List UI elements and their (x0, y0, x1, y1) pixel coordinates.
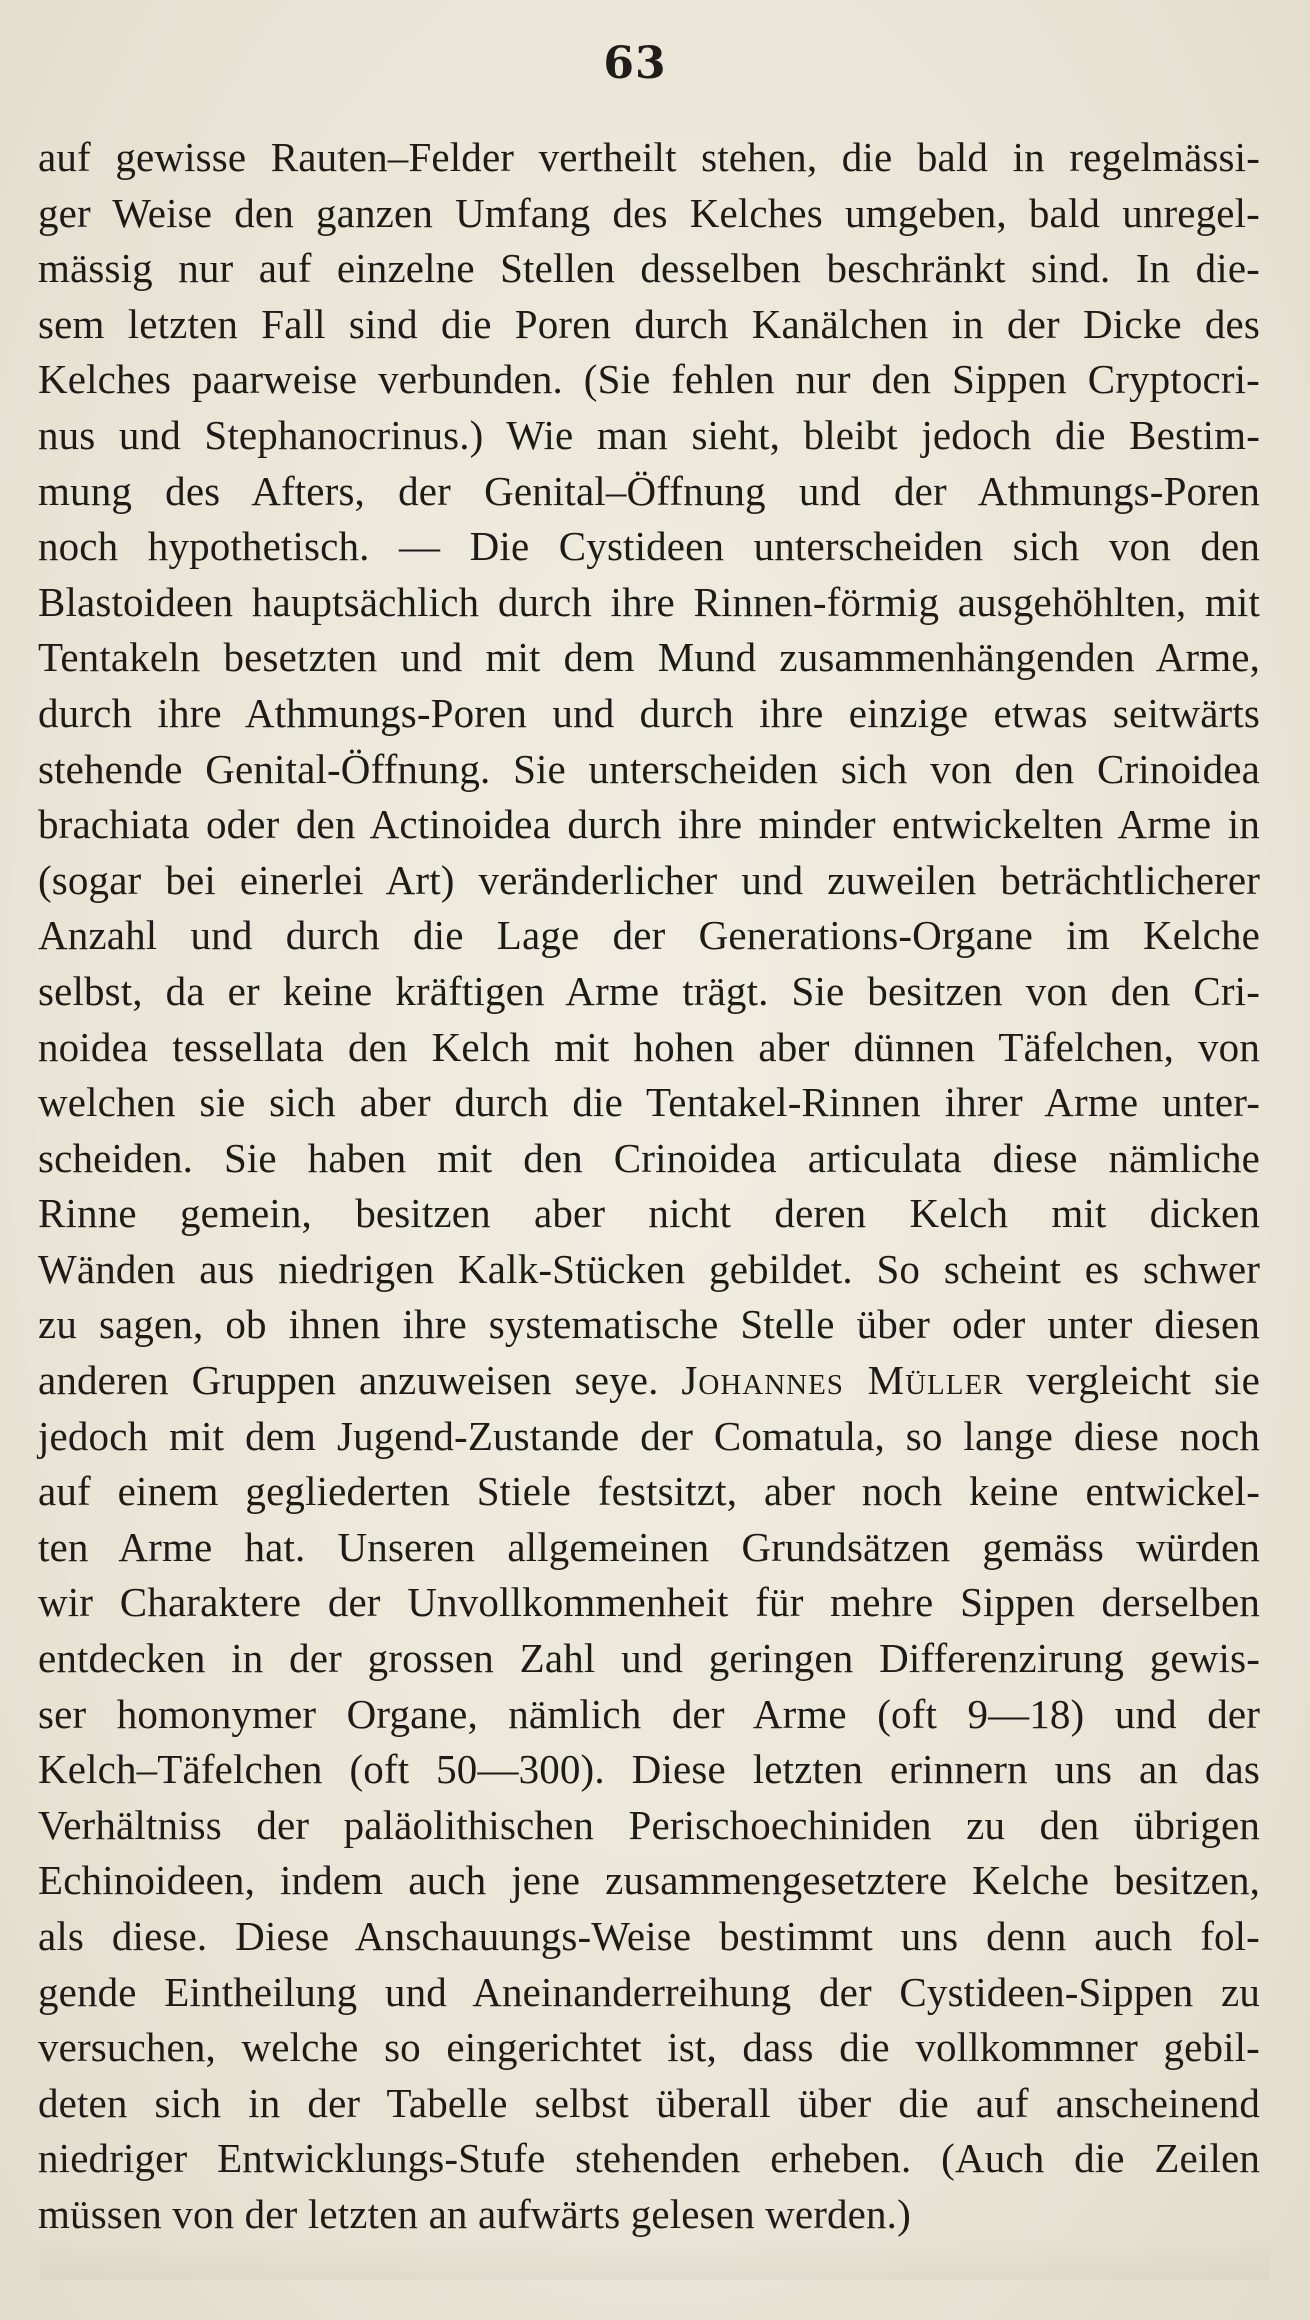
text-line: ger Weise den ganzen Umfang des Kelches umgeben, bald unregel- (38, 189, 1260, 236)
text-line: Wänden aus niedrigen Kalk-Stücken gebildet. So scheint es schwer (38, 1245, 1260, 1292)
text-line: sem letzten Fall sind die Poren durch Kanälchen in der Dicke des (38, 300, 1260, 347)
text-line: müssen von der letzten an aufwärts gelesen werden.) (38, 2190, 911, 2237)
text-line: Verhältniss der paläolithischen Perischoechiniden zu den übrigen (38, 1801, 1260, 1848)
text-line: Echinoideen, indem auch jene zusammengesetztere Kelche besitzen, (38, 1857, 1260, 1904)
text-line: zu sagen, ob ihnen ihre systematische Stelle über oder unter diesen (38, 1301, 1260, 1348)
text-line: entdecken in der grossen Zahl und geringen Differenzirung gewis- (38, 1635, 1260, 1682)
text-line: Kelches paarweise verbunden. (Sie fehlen nur den Sippen Cryptocri- (38, 356, 1260, 403)
text-line: anderen Gruppen anzuweisen seye. Johannes Müller vergleicht sie (38, 1357, 1260, 1404)
text-line: noidea tessellata den Kelch mit hohen aber dünnen Täfelchen, von (38, 1023, 1260, 1070)
text-line: brachiata oder den Actinoidea durch ihre minder entwickelten Arme in (38, 801, 1260, 848)
text-line: gende Eintheilung und Aneinanderreihung der Cystideen-Sippen zu (38, 1968, 1260, 2015)
text-line: mung des Afters, der Genital–Öffnung und der Athmungs-Poren (38, 467, 1260, 514)
text-line: auf einem gegliederten Stiele festsitzt, aber noch keine entwickel- (38, 1468, 1260, 1515)
text-line: stehende Genital-Öffnung. Sie unterscheiden sich von den Crinoidea (38, 745, 1260, 792)
text-line: ten Arme hat. Unseren allgemeinen Grundsätzen gemäss würden (38, 1523, 1260, 1570)
text-line: Anzahl und durch die Lage der Generations-Organe im Kelche (38, 912, 1260, 959)
text-line: deten sich in der Tabelle selbst überall über die auf anscheinend (38, 2079, 1260, 2126)
bleed-through-shadow (40, 2240, 1270, 2280)
page-number: 63 (603, 38, 667, 89)
author-name-small-caps: Johannes Müller (681, 1357, 1004, 1404)
text-line: als diese. Diese Anschauungs-Weise bestimmt uns denn auch fol- (38, 1913, 1260, 1959)
text-line: nus und Stephanocrinus.) Wie man sieht, bleibt jedoch die Bestim- (38, 411, 1260, 458)
text-line: Rinne gemein, besitzen aber nicht deren Kelch mit dicken (38, 1190, 1260, 1237)
text-line: (sogar bei einerlei Art) veränderlicher und zuweilen beträchtlicherer (38, 856, 1260, 903)
text-line: wir Charaktere der Unvollkommenheit für mehre Sippen derselben (38, 1579, 1260, 1626)
text-line: welchen sie sich aber durch die Tentakel-Rinnen ihrer Arme unter- (38, 1079, 1260, 1126)
text-line: Tentakeln besetzten und mit dem Mund zusammenhängenden Arme, (38, 634, 1260, 681)
text-line: versuchen, welche so eingerichtet ist, dass die vollkommner gebil- (38, 2024, 1260, 2071)
text-line: niedriger Entwicklungs-Stufe stehenden erheben. (Auch die Zeilen (38, 2135, 1260, 2182)
text-line: noch hypothetisch. — Die Cystideen unterscheiden sich von den (38, 523, 1260, 570)
text-line: jedoch mit dem Jugend-Zustande der Comatula, so lange diese noch (38, 1412, 1260, 1459)
text-line: mässig nur auf einzelne Stellen desselben beschränkt sind. In die- (38, 245, 1260, 292)
text-line: auf gewisse Rauten–Felder vertheilt stehen, die bald in regelmässi- (38, 134, 1260, 180)
text-line: durch ihre Athmungs-Poren und durch ihre einzige etwas seitwärts (38, 689, 1260, 736)
body-paragraph (38, 130, 1260, 2243)
text-line: selbst, da er keine kräftigen Arme trägt. Sie besitzen von den Cri- (38, 967, 1260, 1014)
text-line: Kelch–Täfelchen (oft 50—300). Diese letzten erinnern uns an das (38, 1746, 1260, 1793)
text-line: scheiden. Sie haben mit den Crinoidea articulata diese nämliche (38, 1134, 1260, 1181)
text-line: Blastoideen hauptsächlich durch ihre Rinnen-förmig ausgehöhlten, mit (38, 578, 1260, 625)
text-line: ser homonymer Organe, nämlich der Arme (oft 9—18) und der (38, 1690, 1260, 1737)
